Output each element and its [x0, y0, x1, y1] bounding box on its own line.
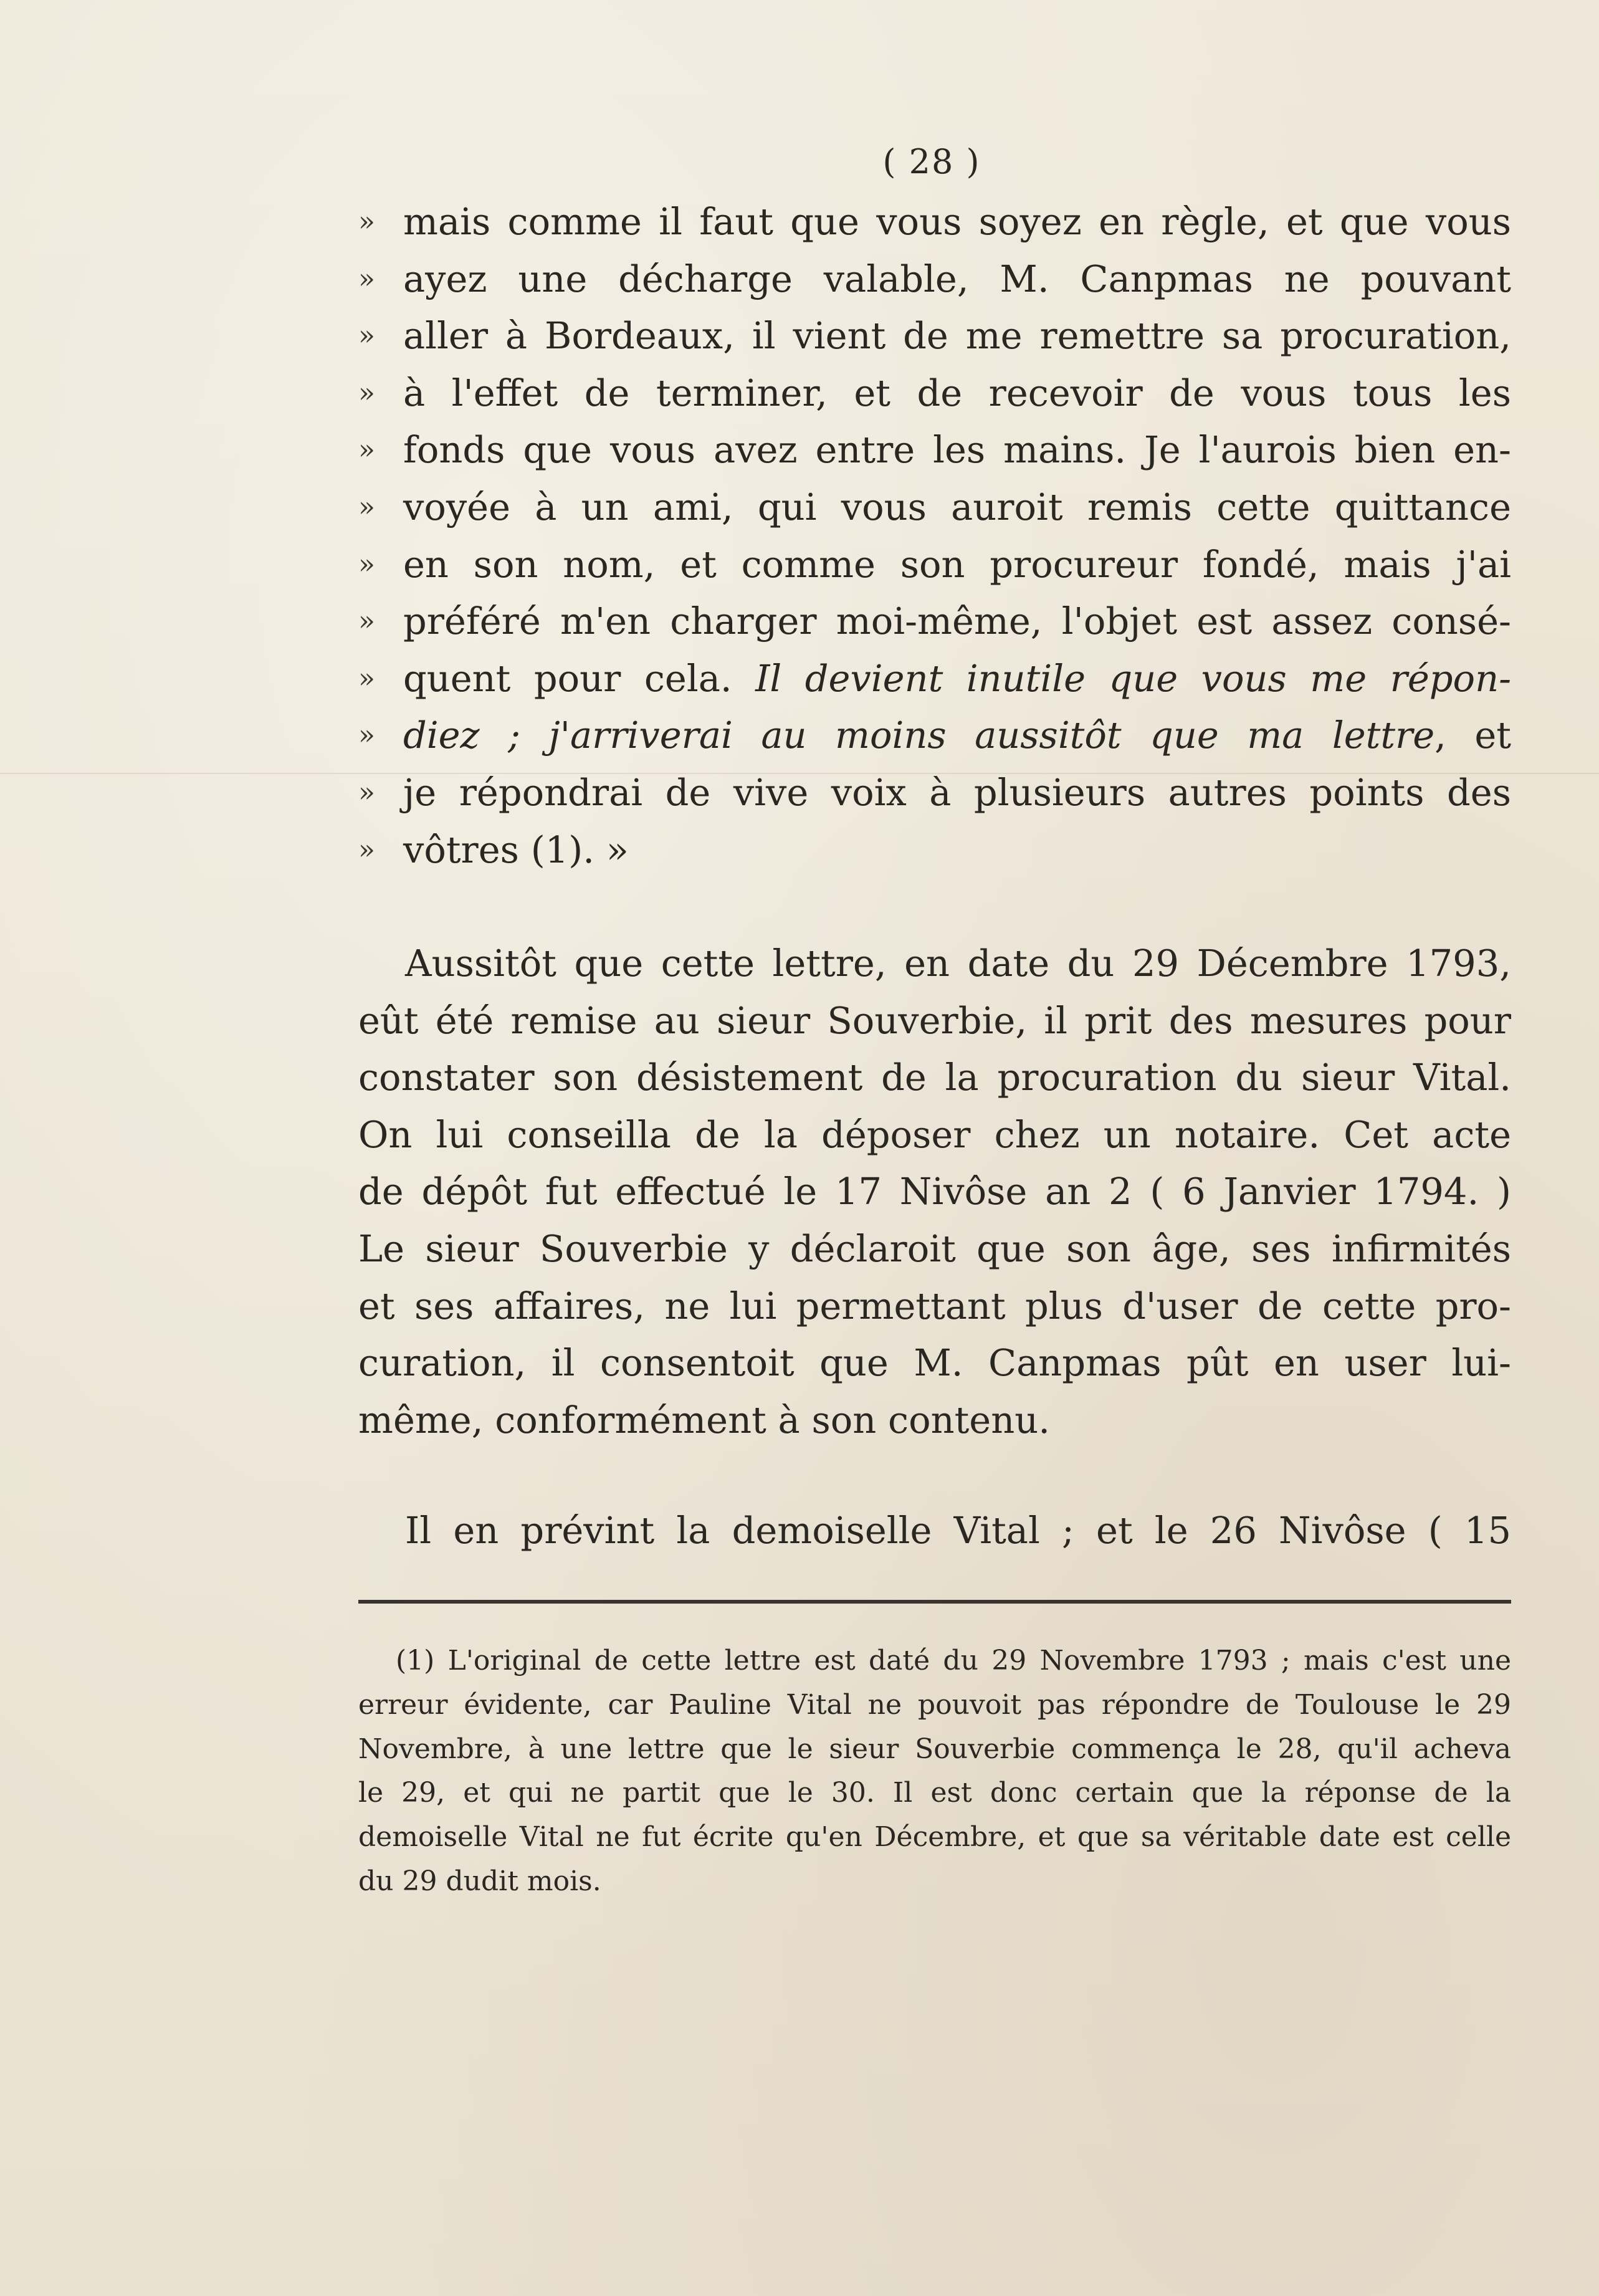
quoted-letter [358, 193, 1511, 878]
quote-mark: » [358, 376, 375, 409]
footnote-line: Novembre, à une lettre que le sieur Souverbie commença le 28, qu'il acheva [358, 1733, 1511, 1765]
quote-line-text: en son nom, et comme son procureur fondé, mais j'ai [403, 542, 1511, 586]
paragraph-line: et ses affaires, ne lui permettant plus d'user de cette pro- [358, 1284, 1511, 1327]
quote-mark: » [358, 605, 375, 638]
quote-line-text: je répondrai de vive voix à plusieurs autres points des [403, 770, 1511, 814]
quote-mark: » [358, 548, 375, 580]
quote-mark: » [358, 434, 375, 466]
footnote-line: le 29, et qui ne partit que le 30. Il est donc certain que la réponse de la [358, 1777, 1511, 1809]
quote-mark: » [358, 719, 375, 752]
quote-line [358, 536, 1511, 593]
quote-line [358, 707, 1511, 764]
paragraph-line: Le sieur Souverbie y déclaroit que son âge, ses infirmités [358, 1227, 1511, 1270]
paragraph-line: Il en prévint la demoiselle Vital ; et le 26 Nivôse ( 15 [405, 1509, 1511, 1552]
quote-line [358, 421, 1511, 479]
footnote [358, 1639, 1511, 1904]
footnote-line: (1) L'original de cette lettre est daté du 29 Novembre 1793 ; mais c'est une [396, 1645, 1511, 1677]
quote-line-text: mais comme il faut que vous soyez en règle, et que vous [403, 200, 1511, 243]
quote-mark: » [358, 833, 375, 866]
quote-line [358, 764, 1511, 821]
quote-line [358, 307, 1511, 365]
quote-mark: » [358, 320, 375, 352]
quote-line-text: voyée à un ami, qui vous auroit remis cette quittance [403, 485, 1511, 529]
quote-line-text [403, 650, 1511, 707]
quote-line-text [403, 707, 1511, 764]
quote-italic-text: Il devient inutile que vous me répon- [755, 656, 1512, 700]
quote-line-text: ayez une décharge valable, M. Canpmas ne pouvant [403, 257, 1511, 300]
quote-plain-text: , et [1434, 714, 1512, 757]
paragraph-line: constater son désistement de la procuration du sieur Vital. [358, 1056, 1511, 1099]
quote-line [358, 193, 1511, 251]
quote-line [358, 479, 1511, 536]
footnote-line: demoiselle Vital ne fut écrite qu'en Décembre, et que sa véritable date est celle [358, 1821, 1511, 1854]
quote-mark: » [358, 206, 375, 237]
page-number: ( 28 ) [882, 142, 981, 181]
footnote-line: du 29 dudit mois. [358, 1865, 601, 1897]
paragraph-aussitot [358, 935, 1511, 1448]
paragraph-line: curation, il consentoit que M. Canpmas pût en user lui- [358, 1341, 1511, 1385]
paragraph-line: Aussitôt que cette lettre, en date du 29 Décembre 1793, [405, 942, 1511, 985]
quote-line [358, 821, 1511, 879]
paragraph-line: On lui conseilla de la déposer chez un notaire. Cet acte [358, 1112, 1511, 1156]
quote-mark: » [358, 776, 375, 808]
quote-line-text: à l'effet de terminer, et de recevoir de vous tous les [403, 371, 1511, 414]
footnote-line: erreur évidente, car Pauline Vital ne pouvoit pas répondre de Toulouse le 29 [358, 1688, 1511, 1721]
quote-italic-text: diez ; j'arriverai au moins aussitôt que ma lettre [403, 714, 1435, 757]
quote-line [358, 593, 1511, 650]
paragraph-line: eût été remise au sieur Souverbie, il prit des mesures pour [358, 998, 1511, 1042]
quote-line-text: vôtres (1). » [403, 828, 629, 871]
paragraph-il-en-prevint [358, 1502, 1511, 1559]
quote-line [358, 650, 1511, 707]
quote-line [358, 251, 1511, 308]
quote-line-text: préféré m'en charger moi-même, l'objet est assez consé- [403, 600, 1511, 643]
quote-line-text: fonds que vous avez entre les mains. Je l'aurois bien en- [403, 428, 1511, 472]
paragraph-line: de dépôt fut effectué le 17 Nivôse an 2 ( 6 Janvier 1794. ) [358, 1170, 1511, 1213]
paragraph-line: même, conformément à son contenu. [358, 1398, 1050, 1442]
quote-line [358, 365, 1511, 422]
quote-plain-text: quent pour cela. [403, 656, 756, 700]
quote-line-text: aller à Bordeaux, il vient de me remettre sa procuration, [403, 314, 1511, 358]
quote-mark: » [358, 490, 375, 523]
footnote-separator-rule [358, 1600, 1511, 1604]
quote-mark: » [358, 262, 375, 295]
quote-mark: » [358, 662, 375, 694]
